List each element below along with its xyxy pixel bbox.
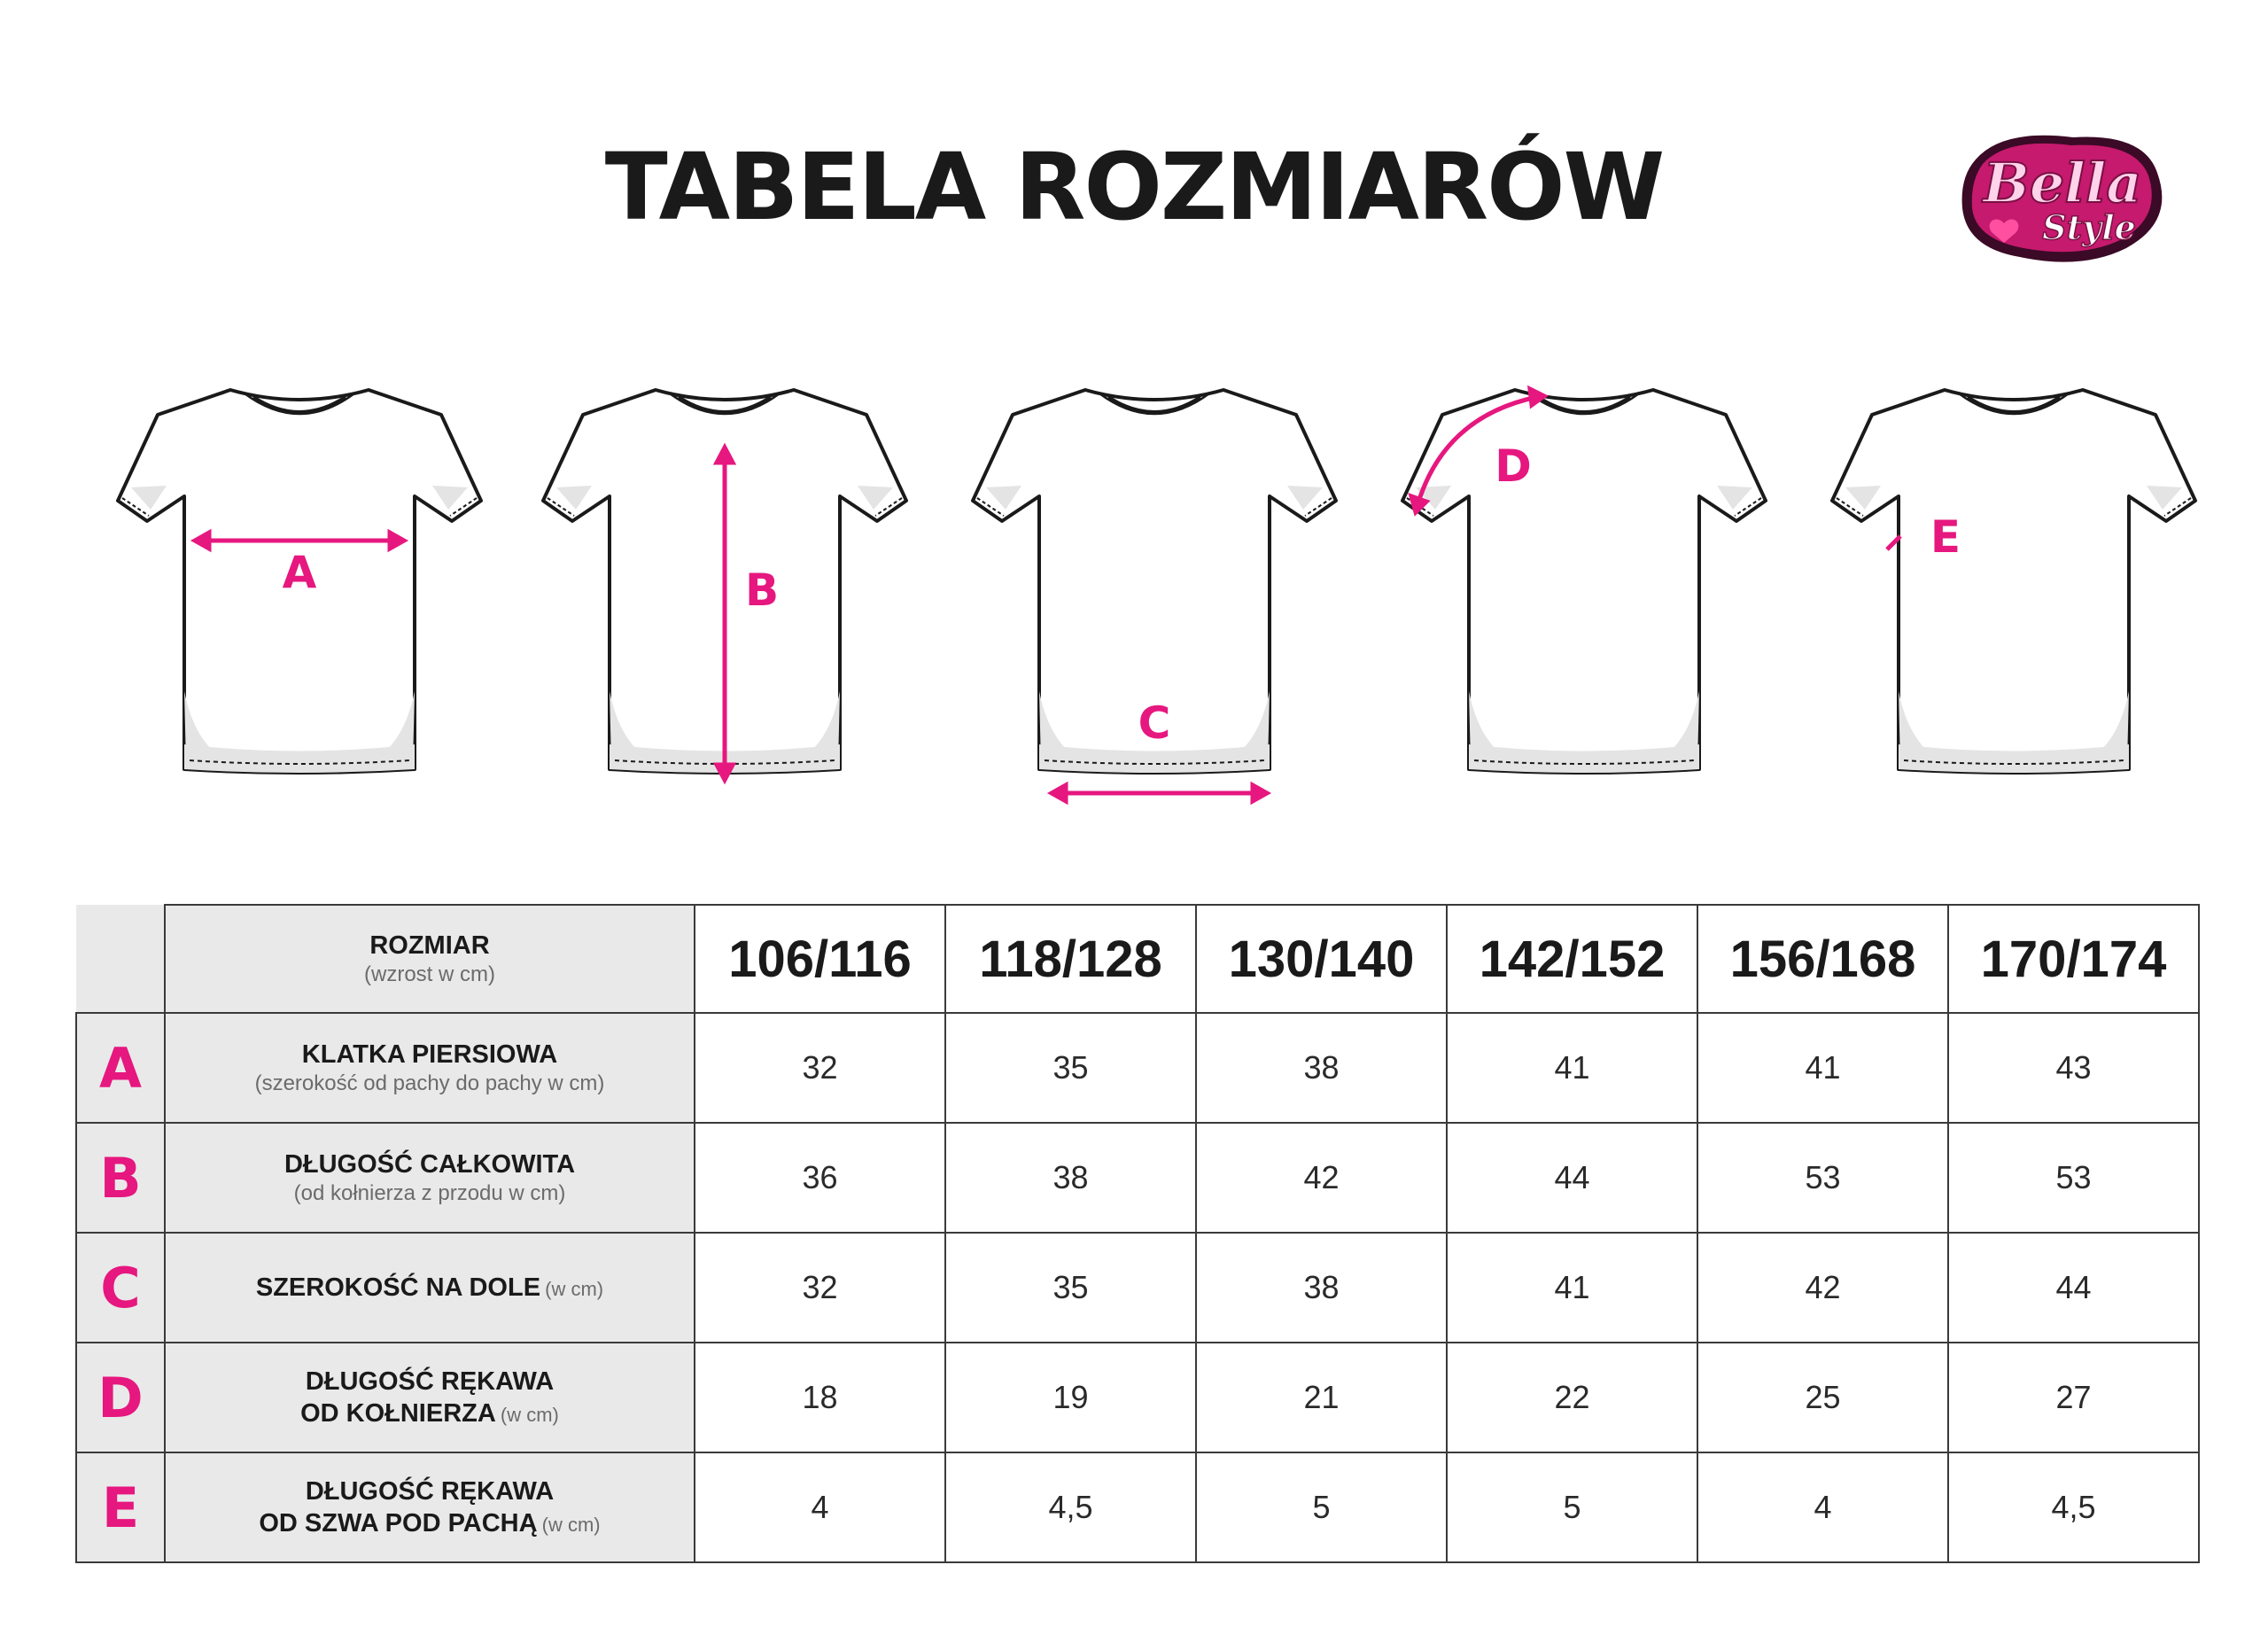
value-cell: 25 (1697, 1343, 1948, 1452)
value-cell: 27 (1948, 1343, 2199, 1452)
row-label: SZEROKOŚĆ NA DOLE (255, 1273, 541, 1302)
value-cell: 36 (695, 1123, 945, 1233)
brand-logo (1949, 124, 2179, 275)
row-label: DŁUGOŚĆ CAŁKOWITA (284, 1150, 576, 1179)
row-label: KLATKA PIERSIOWA (301, 1040, 558, 1069)
size-header-4: 142/152 (1447, 905, 1697, 1013)
table-row (76, 1452, 2199, 1562)
row-letter: B (99, 1145, 142, 1211)
value-cell: 21 (1196, 1343, 1447, 1452)
table-row (76, 1013, 2199, 1123)
value-cell: 53 (1948, 1123, 2199, 1233)
row-label: DŁUGOŚĆ RĘKAWA (305, 1367, 555, 1396)
value-cell: 32 (695, 1013, 945, 1123)
value-cell: 41 (1447, 1233, 1697, 1343)
diagram-label-c: C (1138, 697, 1171, 749)
row-letter: A (99, 1035, 142, 1101)
value-cell: 41 (1697, 1013, 1948, 1123)
value-cell: 18 (695, 1343, 945, 1452)
value-cell: 38 (1196, 1233, 1447, 1343)
row-sub: (szerokość od pachy do pachy w cm) (254, 1071, 605, 1095)
logo-text-bella: Bella (1983, 151, 2142, 215)
value-cell: 44 (1447, 1123, 1697, 1233)
header-size-cell (165, 905, 695, 1013)
size-table (75, 904, 2200, 1563)
header-label: ROZMIAR (369, 931, 490, 960)
row-label: DŁUGOŚĆ RĘKAWA (305, 1477, 555, 1506)
tee-diagram-d (1402, 390, 1766, 773)
value-cell: 4,5 (1948, 1452, 2199, 1562)
tee-diagram-e (1832, 390, 2195, 773)
diagram-label-b: B (744, 564, 780, 616)
row-unit: (w cm) (500, 1404, 559, 1426)
row-label-line2: OD KOŁNIERZA (300, 1399, 496, 1428)
row-unit: (w cm) (545, 1278, 604, 1300)
diagram-label-d: D (1495, 440, 1532, 492)
value-cell: 4 (695, 1452, 945, 1562)
value-cell: 5 (1196, 1452, 1447, 1562)
row-sub: (od kołnierza z przodu w cm) (293, 1181, 566, 1205)
row-letter: E (101, 1475, 140, 1540)
value-cell: 4 (1697, 1452, 1948, 1562)
size-header-6: 170/174 (1948, 905, 2199, 1013)
row-label-line2: OD SZWA POD PACHĄ (259, 1509, 538, 1538)
value-cell: 41 (1447, 1013, 1697, 1123)
value-cell: 44 (1948, 1233, 2199, 1343)
size-header-1: 106/116 (695, 905, 945, 1013)
value-cell: 35 (945, 1013, 1196, 1123)
size-header-3: 130/140 (1196, 905, 1447, 1013)
value-cell: 42 (1697, 1233, 1948, 1343)
size-header-5: 156/168 (1697, 905, 1948, 1013)
measurement-diagrams (0, 372, 2268, 833)
table-row (76, 1343, 2199, 1452)
table-header-row (76, 905, 2199, 1013)
logo-text-style: Style (2042, 207, 2136, 247)
value-cell: 53 (1697, 1123, 1948, 1233)
value-cell: 5 (1447, 1452, 1697, 1562)
table-row (76, 1233, 2199, 1343)
value-cell: 4,5 (945, 1452, 1196, 1562)
header-sub: (wzrost w cm) (364, 962, 495, 986)
value-cell: 19 (945, 1343, 1196, 1452)
value-cell: 38 (945, 1123, 1196, 1233)
page-title: TABELA ROZMIARÓW (604, 133, 1664, 241)
row-letter: C (100, 1255, 141, 1320)
value-cell: 35 (945, 1233, 1196, 1343)
size-header-2: 118/128 (945, 905, 1196, 1013)
value-cell: 38 (1196, 1013, 1447, 1123)
table-row (76, 1123, 2199, 1233)
value-cell: 22 (1447, 1343, 1697, 1452)
value-cell: 43 (1948, 1013, 2199, 1123)
row-letter: D (97, 1365, 144, 1430)
diagram-label-e: E (1930, 511, 1961, 563)
value-cell: 42 (1196, 1123, 1447, 1233)
row-unit: (w cm) (541, 1514, 601, 1536)
value-cell: 32 (695, 1233, 945, 1343)
diagram-label-a: A (282, 547, 317, 598)
